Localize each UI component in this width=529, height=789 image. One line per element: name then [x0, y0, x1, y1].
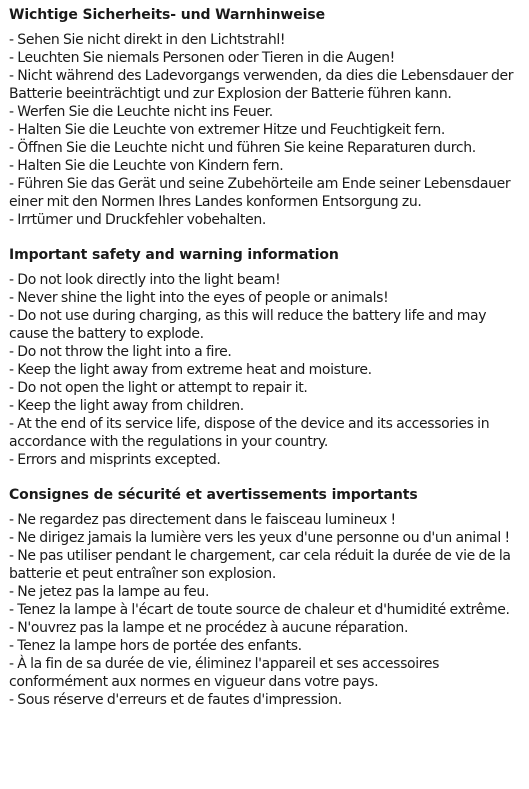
section-french — [9, 486, 529, 709]
list-item: - Keep the light away from extreme heat and moisture. — [9, 362, 372, 378]
list-item: - Ne jetez pas la lampe au feu. — [9, 584, 210, 600]
list-item: - Sous réserve d'erreurs et de fautes d'impression. — [9, 692, 342, 708]
warning-list — [9, 271, 529, 469]
list-item: - Do not open the light or attempt to repair it. — [9, 380, 308, 396]
list-item: - Errors and misprints excepted. — [9, 452, 221, 468]
section-english — [9, 246, 529, 469]
list-item: - Sehen Sie nicht direkt in den Lichtstrahl! — [9, 32, 286, 48]
section-heading: Important safety and warning information — [9, 247, 339, 263]
section-heading: Consignes de sécurité et avertissements importants — [9, 487, 418, 503]
list-item: - Do not throw the light into a fire. — [9, 344, 232, 360]
list-item: - Irrtümer und Druckfehler vobehalten. — [9, 212, 266, 228]
warning-list — [9, 511, 529, 709]
list-item: - À la fin de sa durée de vie, éliminez l'appareil et ses accessoires conformément aux normes en vigueur dans votre pays. — [9, 656, 440, 690]
list-item: - Tenez la lampe à l'écart de toute source de chaleur et d'humidité extrême. — [9, 602, 510, 618]
list-item: - Do not use during charging, as this will reduce the battery life and may cause the battery to explode. — [9, 308, 487, 342]
list-item: - Keep the light away from children. — [9, 398, 244, 414]
list-item: - Halten Sie die Leuchte von extremer Hitze und Feuchtigkeit fern. — [9, 122, 445, 138]
list-item: - Ne regardez pas directement dans le faisceau lumineux ! — [9, 512, 396, 528]
list-item: - Never shine the light into the eyes of people or animals! — [9, 290, 389, 306]
section-heading: Wichtige Sicherheits- und Warnhinweise — [9, 7, 325, 23]
list-item: - Ne pas utiliser pendant le chargement, car cela réduit la durée de vie de la batterie et peut entraîner son explosion. — [9, 548, 511, 582]
list-item: - N'ouvrez pas la lampe et ne procédez à aucune réparation. — [9, 620, 409, 636]
warning-list — [9, 31, 529, 229]
list-item: - Nicht während des Ladevorgangs verwenden, da dies die Lebensdauer der Batterie beeinträchtigt und zur Explosion der Batterie führen kann. — [9, 68, 514, 102]
list-item: - Leuchten Sie niemals Personen oder Tieren in die Augen! — [9, 50, 395, 66]
list-item: - Ne dirigez jamais la lumière vers les yeux d'une personne ou d'un animal ! — [9, 530, 510, 546]
list-item: - Halten Sie die Leuchte von Kindern fern. — [9, 158, 284, 174]
list-item: - Do not look directly into the light beam! — [9, 272, 281, 288]
list-item: - Führen Sie das Gerät und seine Zubehörteile am Ende seiner Lebensdauer einer mit den Normen Ihres Landes konformen Entsorgung zu. — [9, 176, 511, 210]
section-german — [9, 6, 529, 229]
list-item: - Tenez la lampe hors de portée des enfants. — [9, 638, 302, 654]
list-item: - At the end of its service life, dispose of the device and its accessories in accordance with the regulations in your country. — [9, 416, 490, 450]
list-item: - Werfen Sie die Leuchte nicht ins Feuer. — [9, 104, 273, 120]
list-item: - Öffnen Sie die Leuchte nicht und führen Sie keine Reparaturen durch. — [9, 140, 476, 156]
